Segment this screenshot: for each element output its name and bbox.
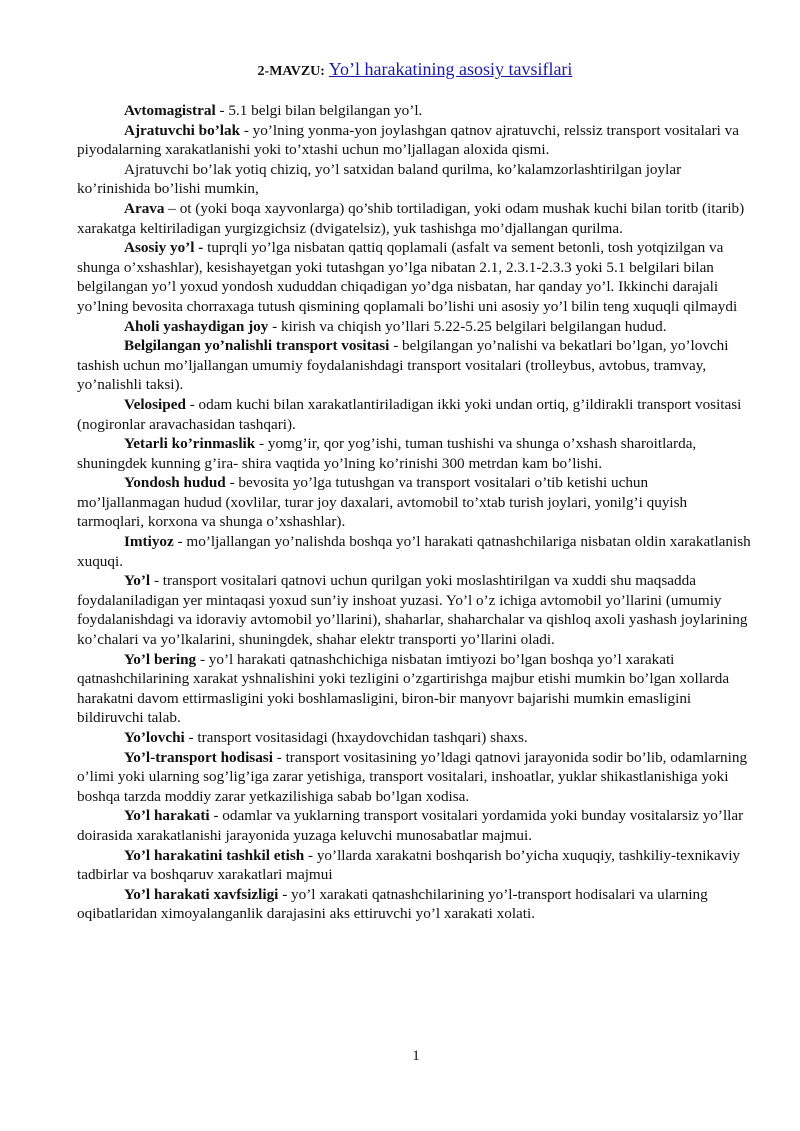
definition-text: - odam kuchi bilan xarakatlantiriladigan ikki yoki undan ortiq, g’ildirakli transport vositasi (nogironlar aravachasidan tashqari). xyxy=(77,395,742,433)
definition-paragraph xyxy=(77,317,753,337)
definition-text: - kirish va chiqish yo’llari 5.22-5.25 belgilari belgilangan hudud. xyxy=(268,317,667,335)
definition-paragraph xyxy=(77,806,753,845)
definition-term: Yo’l-transport hodisasi xyxy=(124,748,273,766)
page-number: 1 xyxy=(412,1048,420,1064)
definition-text: - bevosita yo’lga tutushgan va transport vositalari o’tib ketishi uchun mo’ljallanmagan hudud (xovlilar, turar joy daxalari, avtomobil to’xtab turish joylari, yonilg’i quyish tarmoqlari, korxona va shunga o’xshashlar). xyxy=(77,474,688,531)
definition-paragraph xyxy=(77,101,753,121)
definition-term: Velosiped xyxy=(124,395,186,413)
definition-paragraph xyxy=(77,650,753,728)
definition-paragraph xyxy=(77,728,753,748)
definitions-body xyxy=(77,101,753,924)
definition-text: - belgilangan yo’nalishi va bekatlari bo’lgan, yo’lovchi tashish uchun mo’ljallangan umumiy foydalanishdagi transport vositalari (trolleybus, avtobus, tramvay, yo’nalishli taksi). xyxy=(77,337,729,394)
definition-term: Asosiy yo’l - xyxy=(124,239,204,257)
definition-term: Yo’l harakatini tashkil etish xyxy=(124,846,305,864)
definition-term: Yetarli ko’rinmaslik xyxy=(124,435,256,453)
definition-paragraph xyxy=(77,532,753,571)
definition-paragraph xyxy=(77,434,753,473)
definition-term: Yo’l xyxy=(124,572,151,590)
definition-text: - yo’l xarakati qatnashchilarining yo’l-transport hodisalari va ularning oqibatlaridan ximoyalanganlik darajasini aks ettiruvchi yo’l xarakati xolati. xyxy=(77,885,708,923)
definition-term: Yo’lovchi xyxy=(124,729,185,746)
definition-text: - transport vositalari qatnovi uchun qurilgan yoki moslashtirilgan va xuddi shu maqsadda foydalaniladigan yer mintaqasi yoxud sun’iy inshoat yuzasi. Yo’l o’z ichiga avtomobil yo’llarini (umumiy foydalanishdagi va idoraviy avtomobil yo’llarini), shaharlar, shaharchalar va qishloq axoli yashash joylarining ko’chalari va yo’lkalarini, shuningdek, shahar elektr transporti yo’llarini oladi. xyxy=(77,572,748,649)
definition-paragraph xyxy=(77,885,753,924)
definition-term: Yo’l harakati xavfsizligi xyxy=(124,885,279,903)
definition-text: - yo’l harakati qatnashchichiga nisbatan imtiyozi bo’lgan boshqa yo’l xarakati qatnashchilarining xarakat yshnalishini yoki tezligini o’zgartirishga majbur etishi mumkin bo’lgan xollarda harakatni davom ettirmasligini yoki boshlamasligini, biron-bir manyovr bajarishi mumkin emasligini bildiruvchi talab. xyxy=(77,650,730,727)
definition-text: tuprqli yo’lga nisbatan qattiq qoplamali (asfalt va sement betonli, tosh yotqizilgan va shunga o’xshashlar), kesishayetgan yoki tutashgan yo’lga nibatan 2.1, 2.3.1-2.3.3 yoki 5.1 belgilari bilan belgilangan yo’l yoxud yondosh xududdan chiqadigan yo’dga nisbatan, har qanday yo’l. Ikkinchi darajali yo’lning bevosita chorraxaga tutush qismining qoplamali bo’lishi uni asosiy yo’l bilin teng xuquqli qilmaydi xyxy=(77,239,738,315)
definition-term: Imtiyoz xyxy=(124,533,174,551)
definition-paragraph xyxy=(77,395,753,434)
definition-text: - yomg’ir, qor yog’ishi, tuman tushishi va shunga o’xshash sharoitlarda, shuningdek kunning g’ira- shira vaqtida yo’lning ko’rinishi 300 metrdan kam bo’lishi. xyxy=(77,435,697,472)
definition-term: Yondosh hudud xyxy=(124,474,226,492)
definition-paragraph xyxy=(77,846,753,885)
title-prefix: 2-MAVZU: xyxy=(257,64,325,79)
definition-text: - transport vositasidagi (hxaydovchidan tashqari) shaxs. xyxy=(184,729,528,746)
definition-paragraph xyxy=(77,199,753,238)
title-topic-link[interactable]: Yo’l harakatining asosiy tavsiflari xyxy=(328,59,573,79)
definition-paragraph xyxy=(77,473,753,532)
definition-term: Avtomagistral xyxy=(124,102,216,119)
definition-term: Belgilangan yo’nalishli transport vositasi xyxy=(124,337,390,355)
definition-term: Ajratuvchi bo’lak xyxy=(124,121,241,139)
definition-paragraph xyxy=(77,748,753,807)
definition-paragraph xyxy=(77,238,753,316)
definition-text: Ajratuvchi bo’lak yotiq chiziq, yo’l satxidan baland qurilma, ko’kalamzorlashtirilgan joylar ko’rinishida bo’lishi mumkin, xyxy=(77,160,682,198)
definition-text: - odamlar va yuklarning transport vositalari yordamida yoki bunday vositalarsiz yo’llar doirasida xarakatlanishi jarayonida yuzaga keluvchi munosabatlar majmui. xyxy=(77,807,744,844)
definition-term: Yo’l bering xyxy=(124,650,197,668)
definition-term: Aholi yashaydigan joy xyxy=(124,317,269,335)
definition-text: - 5.1 belgi bilan belgilangan yo’l. xyxy=(215,102,423,119)
definition-paragraph xyxy=(77,336,753,395)
definition-text: - yo’lning yonma-yon joylashgan qatnov ajratuvchi, relssiz transport vositalari va piyodalarning xarakatlanishi yoki to’xtashi uchun mo’ljallagan aloxida qismi. xyxy=(77,121,739,159)
definition-paragraph xyxy=(77,160,753,199)
definition-paragraph xyxy=(77,121,753,160)
definition-text: - yo’llarda xarakatni boshqarish bo’yicha xuquqiy, tashkiliy-texnikaviy tadbirlar va boshqaruv xarakatlari majmui xyxy=(77,846,741,884)
definition-text: - transport vositasining yo’ldagi qatnovi jarayonida sodir bo’lib, odamlarning o’limi yoki ularning sog’lig’iga zarar yetishiga, transport vositalari, inshoatlar, yuklar shikastlanishiga yoki boshqa tarzda moddiy zarar yetkazilishiga sabab bo’lgan xodisa. xyxy=(77,748,748,805)
page-title xyxy=(0,57,800,84)
definition-term: Arava xyxy=(124,199,165,217)
definition-term: Yo’l harakati xyxy=(124,807,210,825)
definition-text: – ot (yoki boqa xayvonlarga) qo’shib tortiladigan, yoki odam mushak kuchi bilan toritb (itarib) xarakatga keltiriladigan yurgizgichsiz (dvigatelsiz), yuk tashishga mo’djallangan qurilma. xyxy=(77,199,745,237)
definition-paragraph xyxy=(77,571,753,649)
definition-text: - mo’ljallangan yo’nalishda boshqa yo’l harakati qatnashchilariga nisbatan oldin xarakatlanish xuquqi. xyxy=(77,533,751,570)
